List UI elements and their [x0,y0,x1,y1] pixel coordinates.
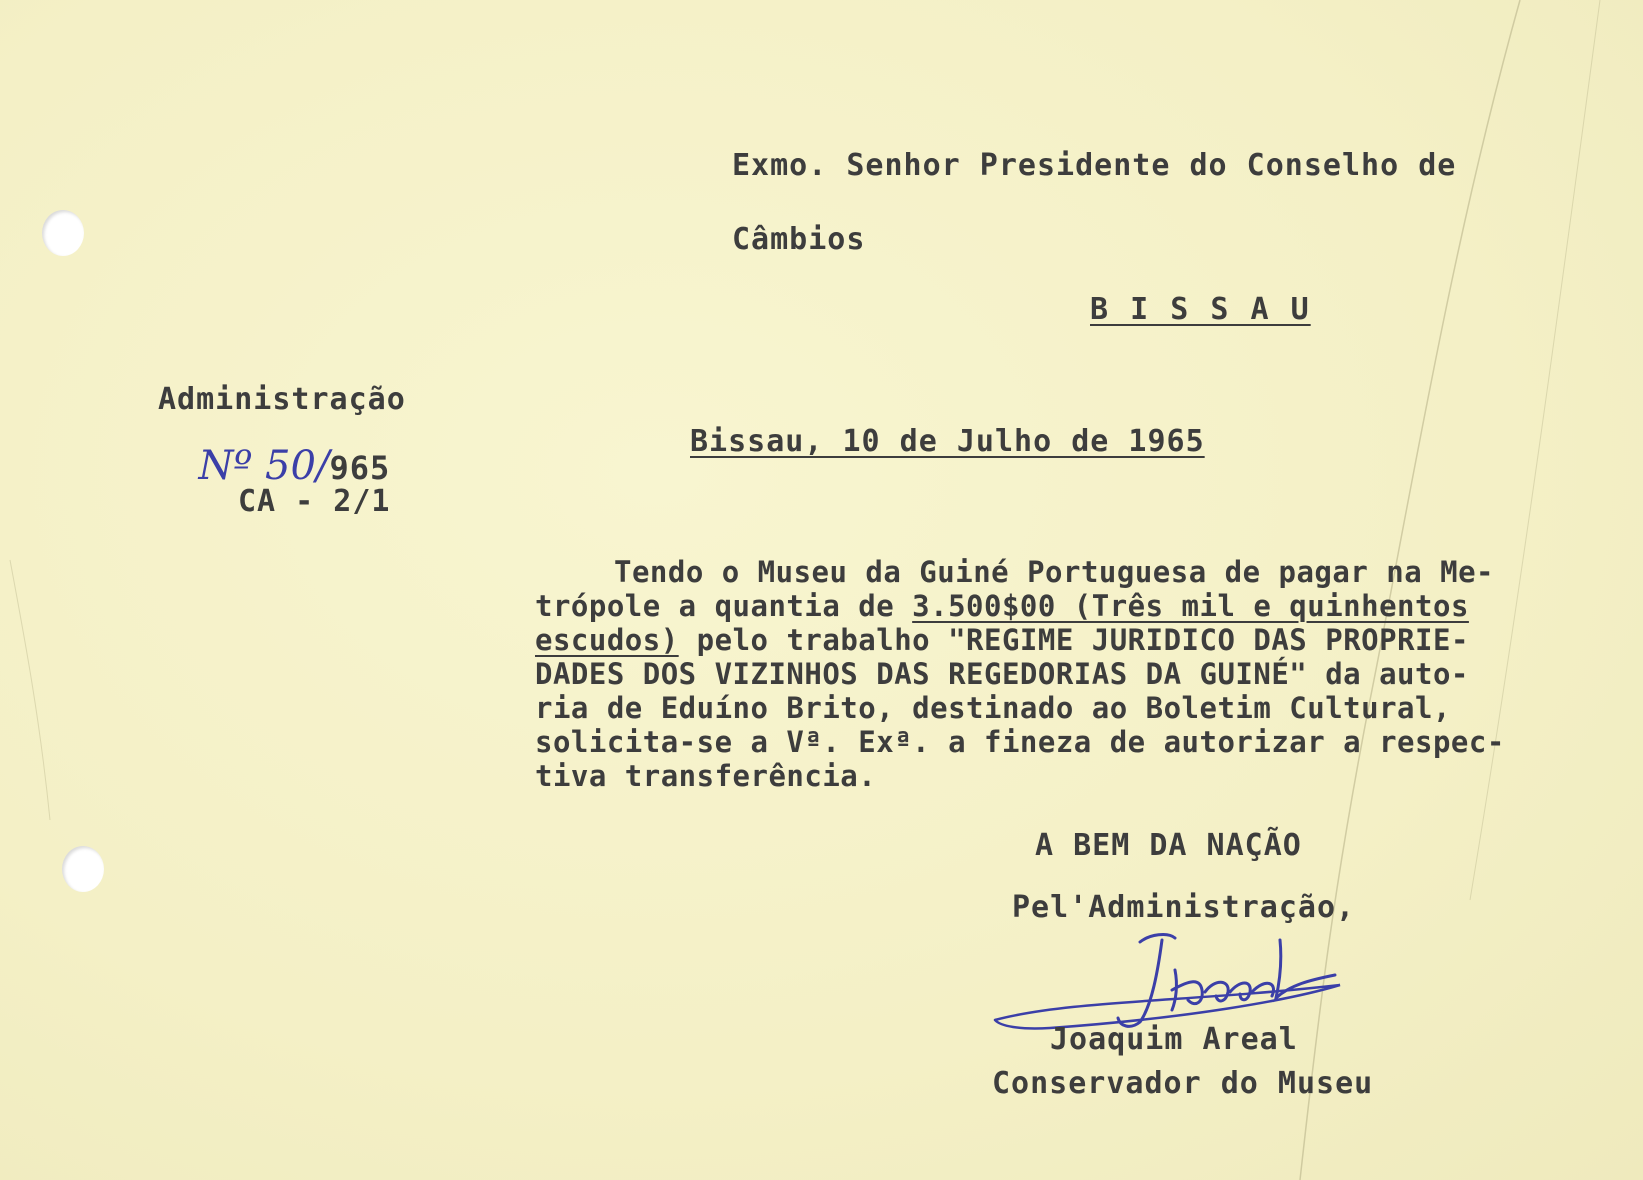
date-line: Bissau, 10 de Julho de 1965 [690,424,1205,459]
reference-code: CA - 2/1 [238,484,391,519]
amount-text-end: escudos) [535,623,679,657]
body-line-2 [535,589,1469,623]
body-line-3-rest: pelo trabalho "REGIME JURIDICO DAS PROPRIE- [678,623,1469,657]
closing-on-behalf: Pel'Administração, [1012,890,1356,925]
body-line-6: solicita-se a Vª. Exª. a fineza de autorizar a respec- [535,725,1505,759]
addressee-line-1: Exmo. Senhor Presidente do Conselho de [732,148,1457,183]
body-line-2-start: trópole a quantia de [535,589,913,623]
body-line-1: Tendo o Museu da Guiné Portuguesa de pagar na Me- [614,555,1495,589]
reference-number-year: 965 [329,449,391,487]
amount-text: 3.500$00 (Três mil e quinhentos [912,589,1469,623]
addressee-city: B I S S A U [1090,292,1311,327]
reference-department: Administração [158,382,406,417]
body-line-4: DADES DOS VIZINHOS DAS REGEDORIAS DA GUINÉ" da auto- [535,657,1469,691]
reference-number-handwritten: Nº 50/ [198,443,330,489]
punch-hole-top [42,210,84,256]
addressee-line-2: Câmbios [732,222,866,257]
punch-hole-bottom [62,846,104,892]
body-line-3 [535,623,1469,657]
signatory-name: Joaquim Areal [1050,1022,1298,1057]
closing-motto: A BEM DA NAÇÃO [1035,828,1302,863]
body-line-5: ria de Eduíno Brito, destinado ao Boletim Cultural, [535,691,1451,725]
signatory-title: Conservador do Museu [992,1066,1374,1101]
body-line-7: tiva transferência. [535,759,877,793]
